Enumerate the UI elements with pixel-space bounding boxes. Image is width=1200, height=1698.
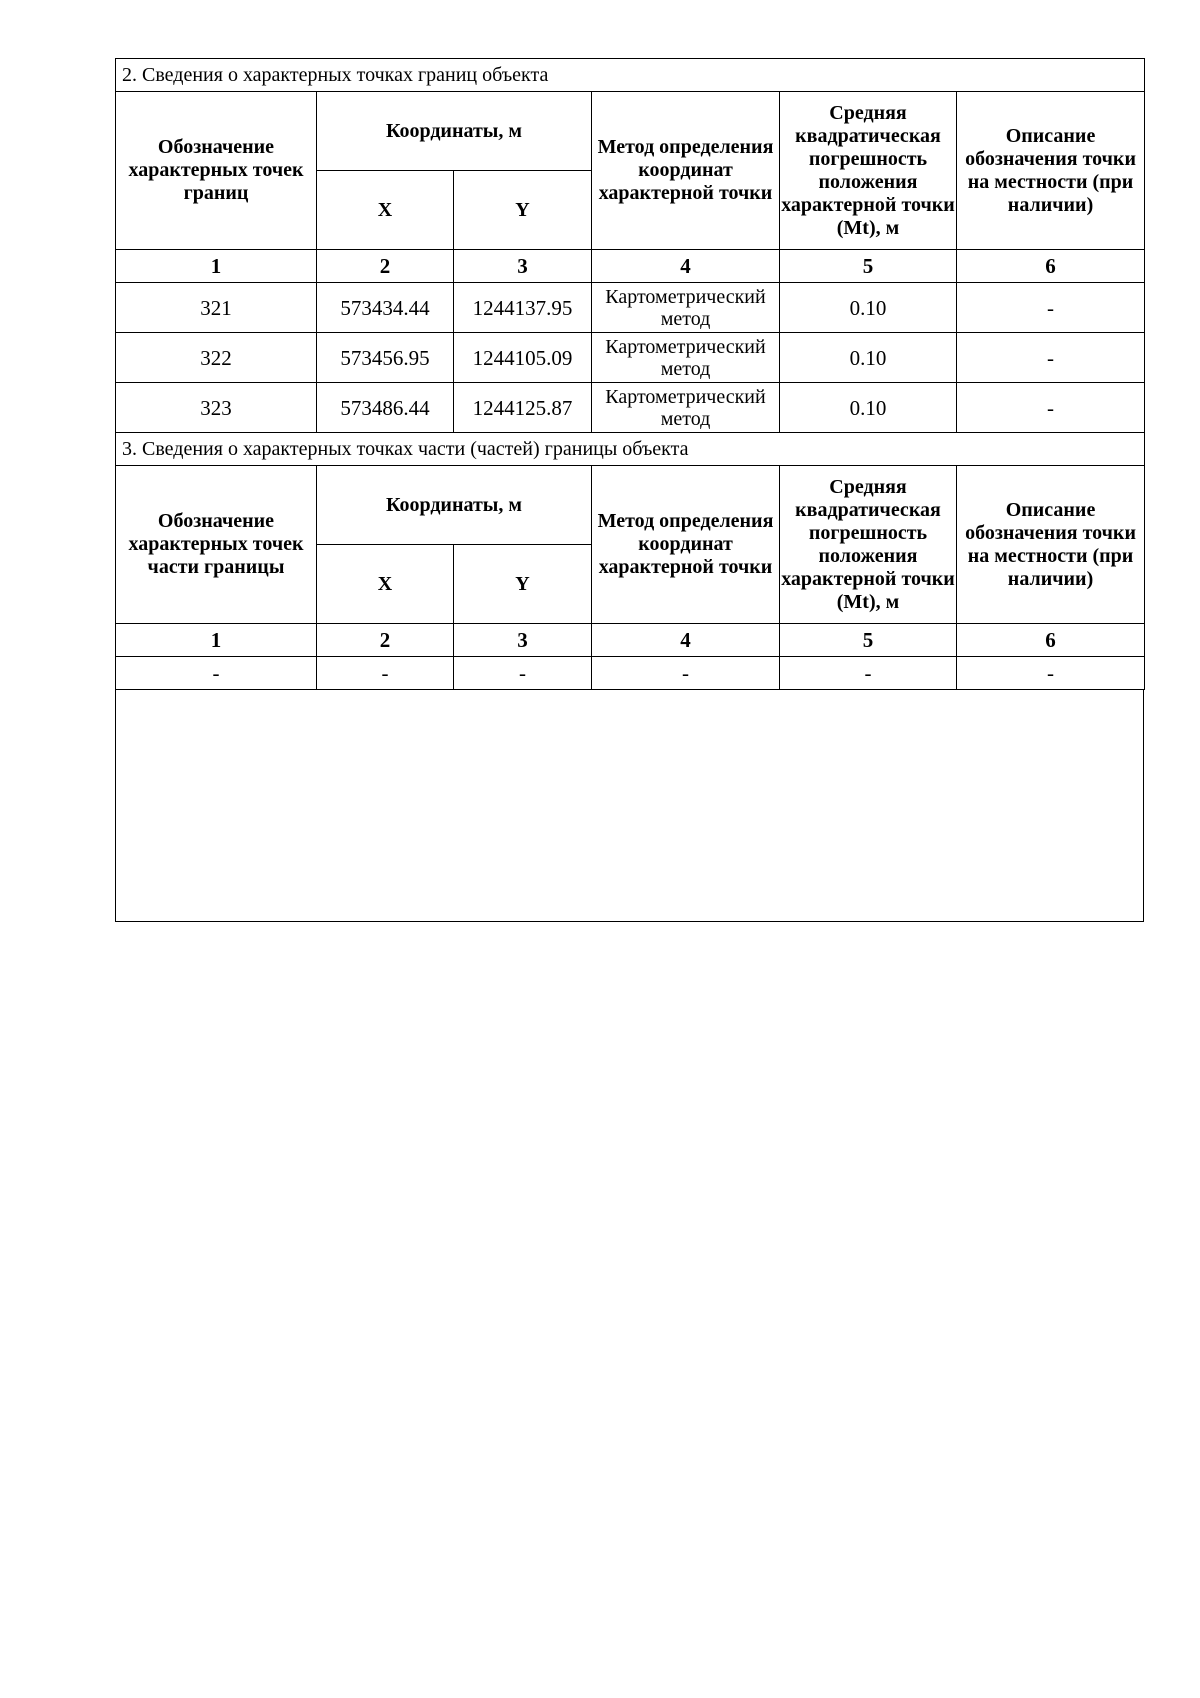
column-number: 4 xyxy=(592,250,780,283)
description-cell: - xyxy=(957,333,1145,383)
table-row xyxy=(116,333,1145,383)
header-method: Метод определения координат характерной точки xyxy=(592,92,780,250)
column-number: 6 xyxy=(957,250,1145,283)
x-coordinate: - xyxy=(317,657,454,690)
header-coordinates: Координаты, м xyxy=(317,466,592,545)
y-coordinate: 1244105.09 xyxy=(454,333,592,383)
point-number: 322 xyxy=(116,333,317,383)
column-number: 1 xyxy=(116,250,317,283)
point-number: 321 xyxy=(116,283,317,333)
header-coordinates: Координаты, м xyxy=(317,92,592,171)
table-row xyxy=(116,383,1145,433)
table-row xyxy=(116,657,1145,690)
column-number: 3 xyxy=(454,624,592,657)
header-method: Метод определения координат характерной точки xyxy=(592,466,780,624)
section-2-title: 2. Сведения о характерных точках границ объекта xyxy=(116,59,1145,92)
column-number: 3 xyxy=(454,250,592,283)
column-number: 6 xyxy=(957,624,1145,657)
section-3-title: 3. Сведения о характерных точках части (частей) границы объекта xyxy=(116,433,1145,466)
x-coordinate: 573486.44 xyxy=(317,383,454,433)
method-cell: Картометрический метод xyxy=(592,383,780,433)
x-coordinate: 573456.95 xyxy=(317,333,454,383)
header-designation: Обозначение характерных точек границ xyxy=(116,92,317,250)
error-value: - xyxy=(780,657,957,690)
header-designation: Обозначение характерных точек части границы xyxy=(116,466,317,624)
error-value: 0.10 xyxy=(780,283,957,333)
point-number: 323 xyxy=(116,383,317,433)
error-value: 0.10 xyxy=(780,383,957,433)
column-number: 4 xyxy=(592,624,780,657)
header-description: Описание обозначения точки на местности (при наличии) xyxy=(957,92,1145,250)
x-coordinate: 573434.44 xyxy=(317,283,454,333)
error-value: 0.10 xyxy=(780,333,957,383)
header-error: Средняя квадратическая погрешность положения характерной точки (Mt), м xyxy=(780,466,957,624)
column-number: 5 xyxy=(780,624,957,657)
column-number: 5 xyxy=(780,250,957,283)
y-coordinate: 1244137.95 xyxy=(454,283,592,333)
method-cell: Картометрический метод xyxy=(592,283,780,333)
column-number: 2 xyxy=(317,250,454,283)
boundary-points-table xyxy=(115,58,1145,690)
description-cell: - xyxy=(957,283,1145,333)
document-page xyxy=(115,58,1144,922)
column-number: 2 xyxy=(317,624,454,657)
description-cell: - xyxy=(957,657,1145,690)
header-description: Описание обозначения точки на местности (при наличии) xyxy=(957,466,1145,624)
method-cell: Картометрический метод xyxy=(592,333,780,383)
point-number: - xyxy=(116,657,317,690)
header-y: Y xyxy=(454,171,592,250)
header-x: X xyxy=(317,545,454,624)
column-number: 1 xyxy=(116,624,317,657)
method-cell: - xyxy=(592,657,780,690)
header-x: X xyxy=(317,171,454,250)
y-coordinate: - xyxy=(454,657,592,690)
empty-area xyxy=(115,690,1144,922)
header-error: Средняя квадратическая погрешность положения характерной точки (Mt), м xyxy=(780,92,957,250)
header-y: Y xyxy=(454,545,592,624)
y-coordinate: 1244125.87 xyxy=(454,383,592,433)
description-cell: - xyxy=(957,383,1145,433)
table-row xyxy=(116,283,1145,333)
